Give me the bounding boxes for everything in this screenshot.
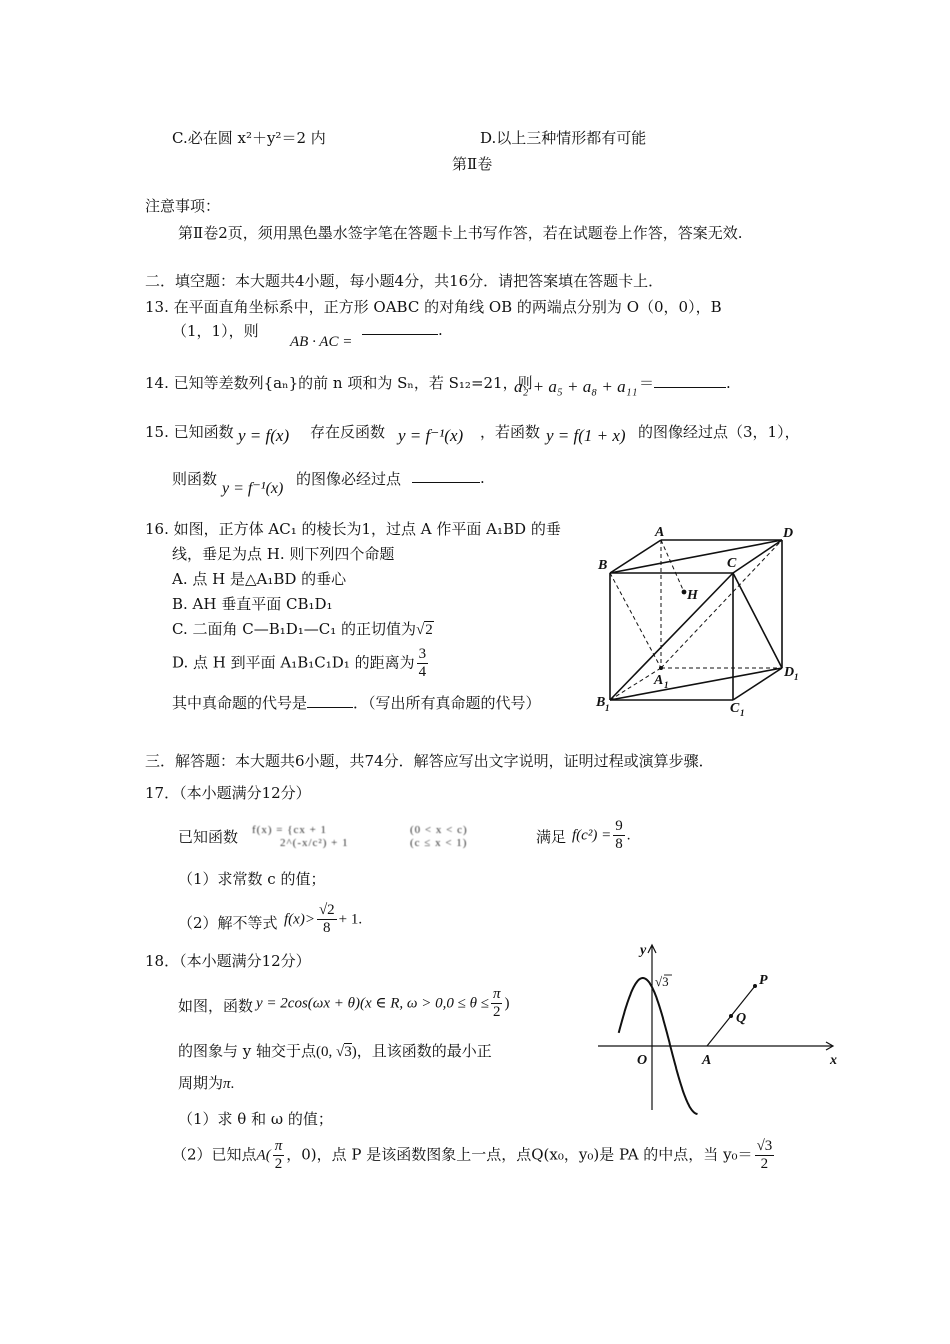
label-root3: √3 — [655, 974, 669, 989]
label-a1: A — [654, 673, 664, 688]
q18-line1-text: 如图，函数 — [178, 997, 254, 1015]
q15-f3: y = f(1 + x) — [546, 426, 626, 445]
q18-part1: （1）求 θ 和 ω 的值； — [178, 1110, 333, 1128]
q16-option-c-text: C. 二面角 C—B₁D₁—C₁ 的正切值为 — [172, 620, 417, 638]
q17-blur-1: f(x) = {cx + 1 — [252, 824, 328, 836]
label-d: D — [783, 526, 794, 541]
notice-heading: 注意事项： — [145, 197, 221, 215]
part2-heading: 二．填空题：本大题共4小题，每小题4分，共16分．请把答案填在答题卡上． — [145, 272, 664, 290]
q17-satisfy: 满足 — [536, 828, 567, 846]
label-x: x — [830, 1053, 837, 1068]
q16-option-d-text: D. 点 H 到平面 A₁B₁C₁D₁ 的距离为 — [172, 653, 415, 672]
q17-ineq-den: 8 — [323, 920, 331, 936]
q18-line1-expr — [256, 986, 509, 1021]
q16-ask-end: ．（写出所有真命题的代号） — [353, 694, 541, 712]
q18-line2 — [178, 1040, 492, 1061]
q18-part2-a: A( — [256, 1147, 271, 1164]
q15-text-f: 的图像必经过点 — [296, 470, 402, 488]
q17-blur-3: (0 < x < c) — [410, 824, 468, 836]
q18-line2-tail: ，且该函数的最小正 — [356, 1042, 492, 1060]
hidden-ba1 — [610, 573, 661, 668]
q18-label: 18．（本小题满分12分） — [145, 952, 311, 970]
point-p — [753, 984, 757, 988]
label-p: P — [759, 973, 768, 988]
label-b1: B — [596, 695, 606, 710]
q18-part2-vden: 2 — [760, 1156, 769, 1172]
q17-piecewise-domain — [410, 824, 468, 850]
label-b: B — [598, 558, 608, 573]
q13-answer-blank — [362, 320, 443, 339]
q14-expression: a₂ + a₅ + a₈ + a₁₁ — [514, 377, 638, 396]
q16-frac-num: 3 — [418, 646, 427, 662]
q18-part2-vnum: √3 — [756, 1138, 773, 1154]
point-q — [729, 1014, 733, 1018]
label-c1-sub: 1 — [740, 708, 745, 718]
q18-func: y = 2cos(ωx + θ)(x ∈ R, ω > 0,0 ≤ θ ≤ — [256, 995, 489, 1012]
q18-part2-text: （2）已知点 — [172, 1145, 257, 1164]
q18-part2 — [172, 1138, 776, 1173]
label-o: O — [637, 1053, 648, 1068]
q15-f2: y = f⁻¹(x) — [398, 426, 464, 445]
q17-ineq-num: √2 — [318, 902, 335, 918]
q17-condition: f(c²) = $\frac{9}{8}$ . — [572, 818, 631, 852]
q16-option-c — [172, 618, 434, 639]
part3-heading: 三．解答题：本大题共6小题，共74分．解答应写出文字说明，证明过程或演算步骤． — [145, 752, 714, 770]
q18-line3-pi: π — [223, 1076, 231, 1092]
label-d1-sub: 1 — [794, 672, 799, 682]
q17-ineq-tail: + 1. — [338, 911, 363, 928]
q18-part2-vfrac — [755, 1138, 775, 1173]
q18-part2-vnum-val: 3 — [764, 1138, 773, 1154]
q16-ask — [172, 692, 541, 713]
q17-cond-num: 9 — [615, 818, 623, 834]
option-d: D.以上三种情形都有可能 — [480, 129, 647, 147]
q18-func-frac — [491, 986, 503, 1021]
q18-line3-text: 周期为 — [178, 1074, 224, 1092]
q18-part2-num: π — [274, 1138, 283, 1154]
q17-part2-text: （2）解不等式 — [178, 914, 278, 932]
label-b1-sub: 1 — [605, 703, 610, 713]
q16-frac-den: 4 — [418, 664, 427, 680]
label-h: H — [687, 588, 698, 603]
cube-figure — [588, 520, 804, 720]
label-a: A — [655, 525, 665, 540]
q18-part2-frac — [273, 1138, 285, 1173]
q18-func-end: ) — [504, 995, 510, 1012]
q18-line3 — [178, 1072, 234, 1093]
q17-blur-4: (c ≤ x < 1) — [410, 837, 468, 849]
q15-text-e: 则函数 — [172, 470, 218, 488]
q15-f4: y = f⁻¹(x) — [222, 480, 284, 497]
q18-point: (0, √3) — [316, 1044, 357, 1060]
option-c: C.必在圆 x²＋y²＝2 内 — [172, 129, 326, 147]
q14-text: 14. 已知等差数列{aₙ}的前 n 项和为 Sₙ，若 S₁₂=21，则 — [145, 374, 533, 392]
q15-answer-blank — [412, 468, 485, 487]
q15-end: . — [480, 469, 485, 487]
hidden-ah — [661, 540, 684, 592]
q17-cond-den: 8 — [615, 836, 623, 852]
q17-ineq-num-val: 2 — [327, 902, 335, 918]
cosine-graph — [594, 938, 844, 1116]
q16-option-d — [172, 646, 430, 681]
q13-expression: AB · AC = — [290, 334, 353, 350]
q14-eq: ＝ — [639, 374, 655, 392]
q18-func-den: 2 — [492, 1004, 501, 1020]
q17-piecewise — [252, 824, 349, 850]
q17-intro: 已知函数 — [178, 828, 239, 846]
q15-f1: y = f(x) — [238, 426, 290, 445]
q16-line1: 16. 如图，正方体 AC₁ 的棱长为1，过点 A 作平面 A₁BD 的垂 — [145, 520, 561, 538]
q15-text-d: 的图像经过点（3，1）， — [638, 423, 800, 441]
q15-text-c: ，若函数 — [480, 423, 541, 441]
q14-end: . — [726, 374, 731, 392]
q14-answer-blank — [639, 372, 731, 393]
q16-ask-text: 其中真命题的代号是 — [172, 694, 308, 712]
label-y: y — [640, 943, 647, 958]
point-a1 — [659, 666, 663, 670]
q17-cond-expr: f(c²) = — [572, 827, 612, 844]
label-c: C — [727, 556, 737, 571]
label-a: A — [702, 1053, 712, 1068]
q17-ineq: f(x)> — [284, 911, 315, 928]
q13-line1: 13. 在平面直角坐标系中，正方形 OABC 的对角线 OB 的两端点分别为 O（0，0），B — [145, 298, 722, 316]
q18-part2-mid: ，0)，点 P 是该函数图象上一点，点Q(x₀，y₀)是 PA 的中点，当 y₀＝ — [286, 1145, 753, 1164]
notice-text: 第Ⅱ卷2页，须用黑色墨水签字笔在答题卡上书写作答，若在试题卷上作答，答案无效. — [178, 224, 743, 242]
label-q: Q — [736, 1011, 747, 1026]
label-d1: D — [784, 665, 795, 680]
q17-part2-expr — [284, 902, 362, 937]
q18-func-num: π — [492, 986, 501, 1002]
label-c1: C — [730, 701, 740, 716]
q15-text-a: 15. 已知函数 — [145, 423, 234, 441]
q17-cond-frac — [613, 818, 625, 853]
q16-fraction — [417, 646, 429, 681]
q16-line2: 线，垂足为点 H. 则下列四个命题 — [172, 545, 395, 563]
q18-line2-text: 的图象与 y 轴交于点 — [178, 1042, 317, 1060]
q18-part2-den: 2 — [274, 1156, 283, 1172]
label-a1-sub: 1 — [664, 680, 669, 690]
section-title: 第Ⅱ卷 — [452, 155, 493, 173]
q17-blur-2: 2^(-x/c²) + 1 — [280, 837, 349, 849]
q18-line3-end: . — [230, 1076, 235, 1092]
q16-option-a: A. 点 H 是△A₁BD 的垂心 — [172, 570, 347, 588]
q16-sqrt2: √2 — [416, 622, 433, 638]
q16-option-b: B. AH 垂直平面 CB₁D₁ — [172, 595, 333, 613]
q16-sqrt2-radicand: 2 — [425, 622, 433, 638]
q13-line2: （1，1），则 — [172, 322, 259, 340]
diag-cd1 — [733, 573, 782, 668]
q13-end: . — [438, 321, 443, 339]
q17-ineq-frac — [317, 902, 337, 937]
q17-part1: （1）求常数 c 的值； — [178, 870, 326, 888]
q17-label: 17．（本小题满分12分） — [145, 784, 311, 802]
q15-text-b: 存在反函数 — [310, 423, 386, 441]
point-h — [682, 590, 687, 595]
